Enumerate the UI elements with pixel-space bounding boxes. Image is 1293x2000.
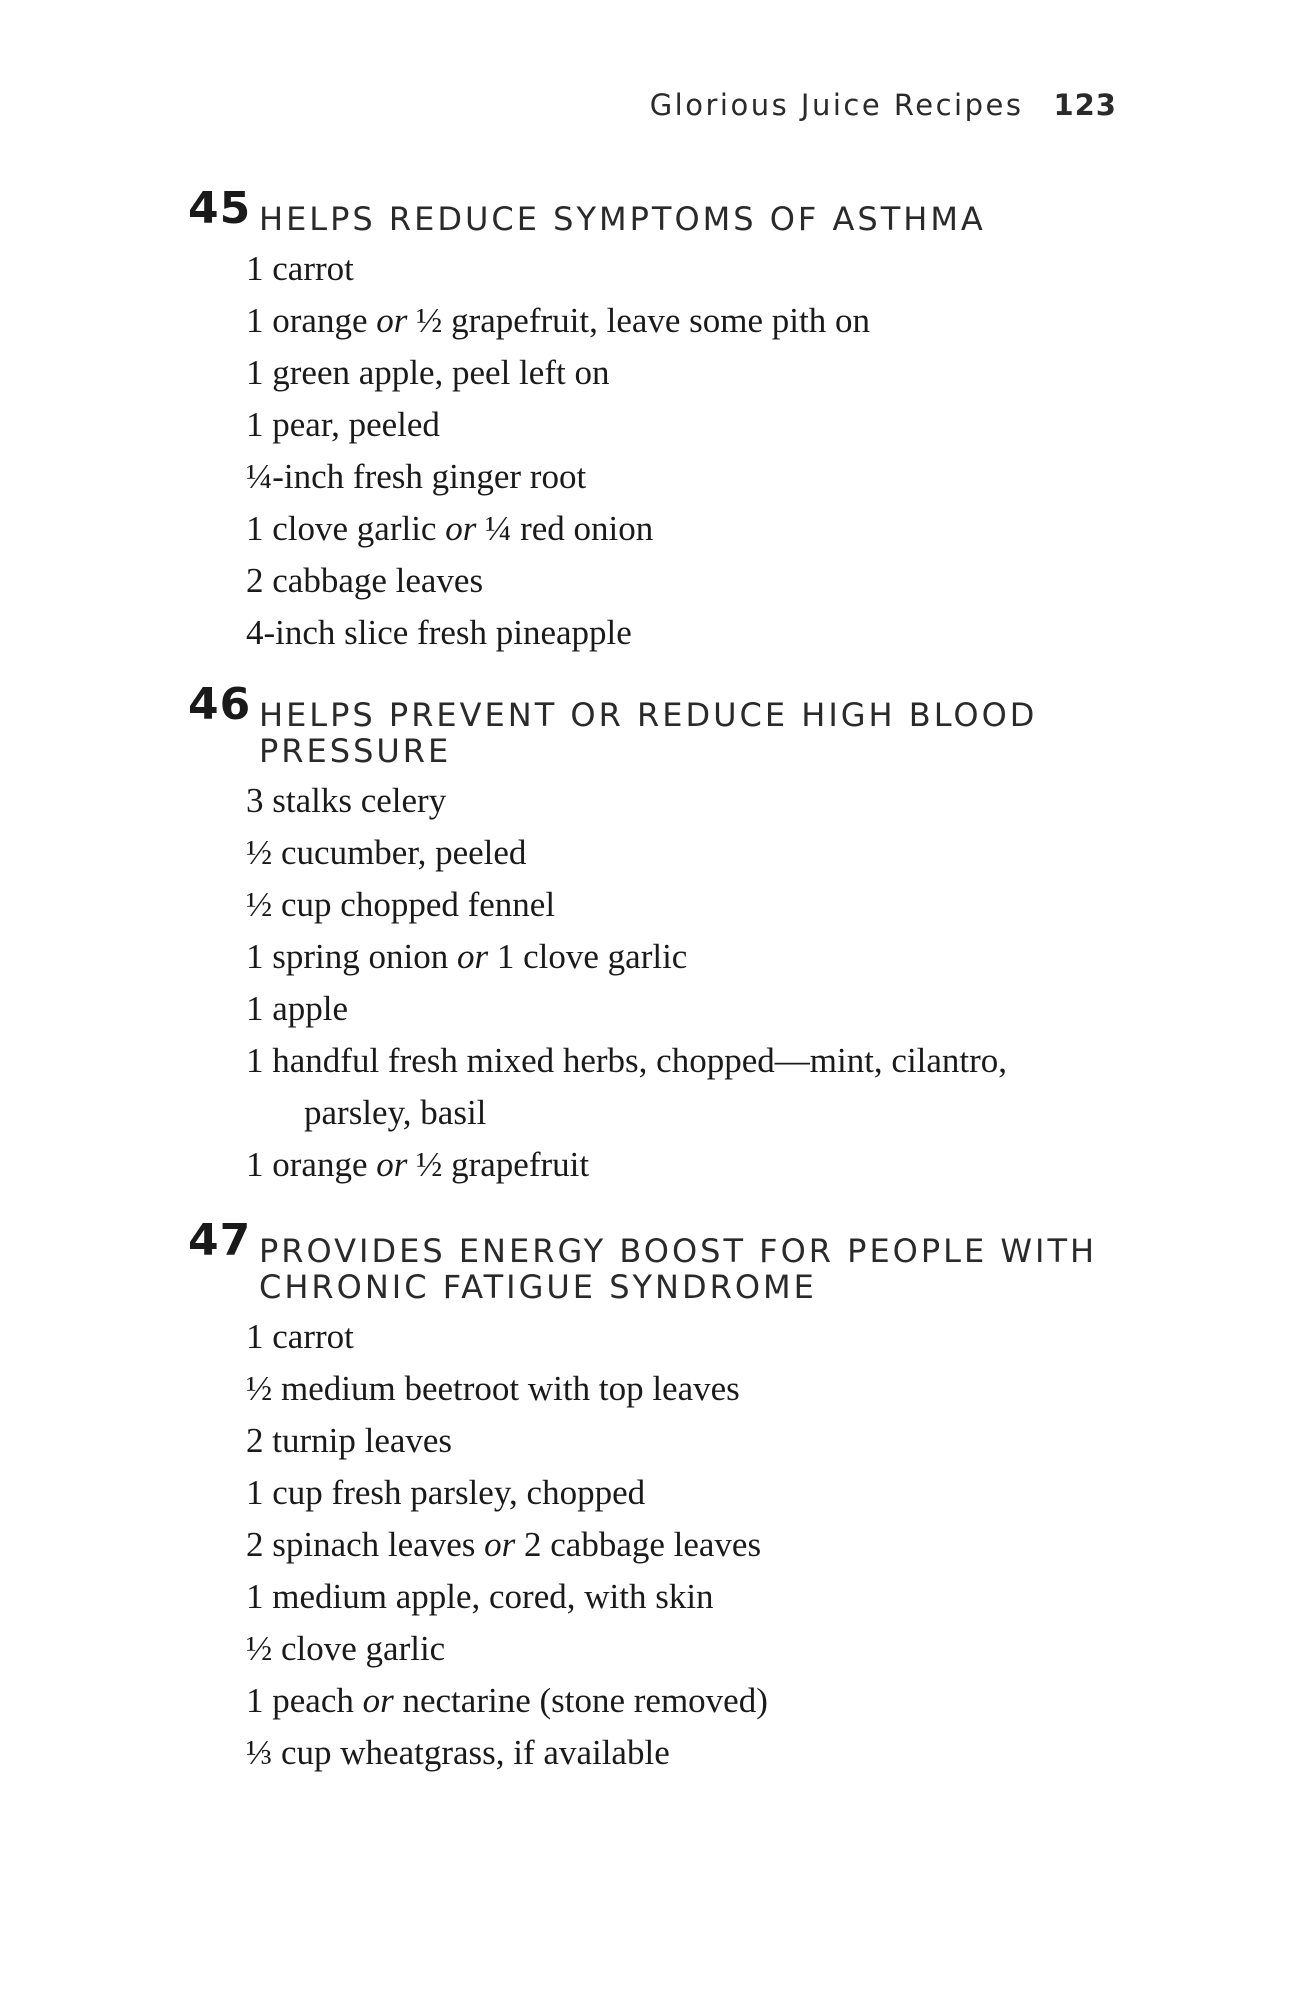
recipe-number: 45 bbox=[188, 183, 252, 234]
recipe-number: 47 bbox=[188, 1215, 252, 1266]
ingredient-item: 2 turnip leaves bbox=[246, 1421, 453, 1460]
or-conjunction: or bbox=[484, 1525, 516, 1564]
recipe-title: PROVIDES ENERGY BOOST FOR PEOPLE WITH CHRONIC FATIGUE SYNDROME bbox=[259, 1232, 1098, 1306]
recipe-45 bbox=[188, 183, 1108, 659]
or-conjunction: or bbox=[445, 509, 477, 548]
ingredient-item: 4-inch slice fresh pineapple bbox=[246, 613, 632, 652]
recipe-heading bbox=[188, 183, 1108, 238]
ingredient-item: 3 stalks celery bbox=[246, 781, 447, 820]
ingredient-item: 1 cup fresh parsley, chopped bbox=[246, 1473, 646, 1512]
ingredient-item: ½ cucumber, peeled bbox=[246, 833, 527, 872]
ingredient-item: ½ cup chopped fennel bbox=[246, 885, 556, 924]
ingredient-item: 1 carrot bbox=[246, 1317, 354, 1356]
ingredient-item: 1 handful fresh mixed herbs, chopped—mint, cilantro, parsley, basil bbox=[246, 1041, 1008, 1132]
ingredient-item: 1 peach or nectarine (stone removed) bbox=[246, 1681, 768, 1720]
recipe-title: HELPS PREVENT OR REDUCE HIGH BLOOD PRESSURE bbox=[259, 696, 1038, 770]
ingredient-item: 1 spring onion or 1 clove garlic bbox=[246, 937, 688, 976]
ingredient-item: ¼-inch fresh ginger root bbox=[246, 457, 587, 496]
recipe-title: HELPS REDUCE SYMPTOMS OF ASTHMA bbox=[259, 200, 986, 238]
recipe-number: 46 bbox=[188, 679, 252, 730]
recipe-heading bbox=[188, 679, 1108, 770]
or-conjunction: or bbox=[362, 1681, 394, 1720]
or-conjunction: or bbox=[376, 1145, 408, 1184]
ingredient-item: ½ medium beetroot with top leaves bbox=[246, 1369, 740, 1408]
ingredient-item: 2 cabbage leaves bbox=[246, 561, 484, 600]
ingredient-item: 1 clove garlic or ¼ red onion bbox=[246, 509, 654, 548]
ingredient-item: 1 pear, peeled bbox=[246, 405, 440, 444]
running-head bbox=[650, 88, 1117, 122]
ingredient-item: 1 orange or ½ grapefruit, leave some pith on bbox=[246, 301, 870, 340]
ingredient-item: 1 medium apple, cored, with skin bbox=[246, 1577, 714, 1616]
ingredient-item: 1 apple bbox=[246, 989, 349, 1028]
ingredient-list bbox=[188, 243, 1108, 659]
or-conjunction: or bbox=[456, 937, 489, 976]
ingredient-item: 1 orange or ½ grapefruit bbox=[246, 1145, 590, 1184]
ingredient-item: 2 spinach leaves or 2 cabbage leaves bbox=[246, 1525, 762, 1564]
ingredient-list bbox=[188, 1311, 1108, 1779]
page-number: 123 bbox=[1053, 88, 1117, 122]
ingredient-item: ⅓ cup wheatgrass, if available bbox=[246, 1733, 670, 1772]
recipe-46 bbox=[188, 679, 1108, 1191]
running-head-title: Glorious Juice Recipes bbox=[649, 88, 1024, 122]
recipe-heading bbox=[188, 1215, 1108, 1306]
recipe-47 bbox=[188, 1215, 1108, 1779]
ingredient-item: 1 green apple, peel left on bbox=[246, 353, 610, 392]
ingredient-list bbox=[188, 775, 1108, 1191]
ingredient-item: ½ clove garlic bbox=[246, 1629, 446, 1668]
or-conjunction: or bbox=[376, 301, 408, 340]
ingredient-item: 1 carrot bbox=[246, 249, 354, 288]
